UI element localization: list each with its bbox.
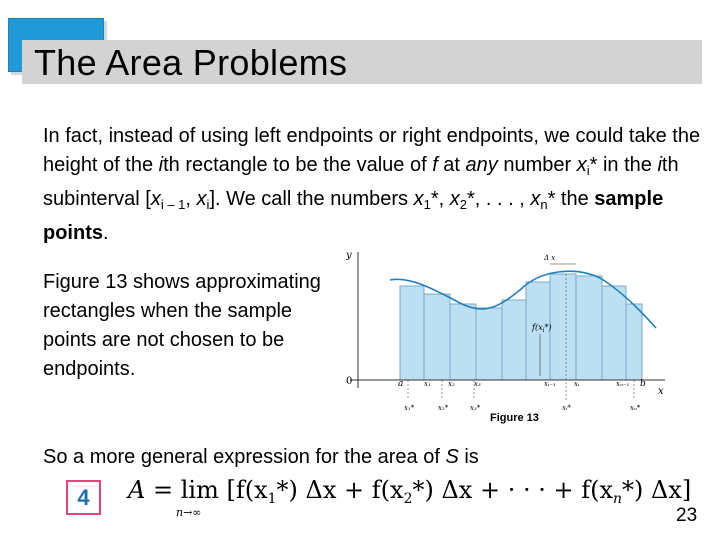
- tick-label: x₁: [424, 380, 431, 388]
- sample-label: xₙ*: [630, 404, 641, 412]
- sample-label: x₁*: [404, 404, 415, 412]
- paragraph-general-expression: So a more general expression for the area of S is: [43, 446, 479, 468]
- figure-13-rectangles: [340, 248, 670, 424]
- rectangle-5: [502, 300, 526, 380]
- tick-label: x₃: [474, 380, 481, 388]
- tick-label: xₙ₋₁: [616, 380, 630, 388]
- sample-label: x₃*: [470, 404, 481, 412]
- page-number: 23: [676, 505, 698, 526]
- tick-label: x₂: [448, 380, 455, 388]
- area-limit-equation: A = lim n→∞ [$f(x_1*) \Delta x + f(x_2*) \Delta x$ + · · · + $f(x_n*)$ Δx]: [128, 476, 692, 519]
- rectangle-2: [424, 294, 450, 380]
- limit-subscript: n→∞: [176, 506, 202, 519]
- rectangle-7: [550, 274, 576, 380]
- rectangle-4: [476, 308, 502, 380]
- figure-caption: Figure 13: [490, 412, 539, 424]
- paragraph-figure-description: Figure 13 shows approximating rectangles when the sample points are not chosen to be endpoints.: [43, 271, 321, 380]
- sample-label: x₂*: [438, 404, 449, 412]
- paragraph-sample-points: In fact, instead of using left endpoints or right endpoints, we could take the height of the ith rectangle to be the value of f at any number $x_i*$ in the ith subinterval [$x_{i - 1}$, $x_i$]. We call the numbers $x_1*$, $x_2*$, . . . , $x_n*$ the sample points.: [43, 125, 701, 244]
- dx-label: Δ x: [544, 254, 556, 262]
- tick-label: xᵢ₋₁: [544, 380, 556, 388]
- fx-label: $f(x_i*)$: [532, 323, 552, 334]
- b-label: b: [640, 379, 646, 389]
- origin-label: 0: [346, 376, 353, 387]
- rectangle-8: [576, 276, 602, 380]
- tick-label: xᵢ: [574, 380, 580, 388]
- sample-label: xᵢ*: [562, 404, 571, 412]
- sample-labels: [404, 404, 641, 412]
- rectangle-1: [400, 286, 424, 380]
- rectangle-9: [602, 286, 626, 380]
- tick-labels: [424, 380, 629, 388]
- rectangle-10: [626, 304, 642, 380]
- slide-title: The Area Problems: [34, 42, 348, 83]
- a-label: a: [398, 379, 404, 389]
- rectangle-3: [450, 304, 476, 380]
- x-axis-label: x: [658, 386, 664, 397]
- equation-number: 4: [66, 480, 101, 515]
- y-axis-label: y: [346, 250, 352, 261]
